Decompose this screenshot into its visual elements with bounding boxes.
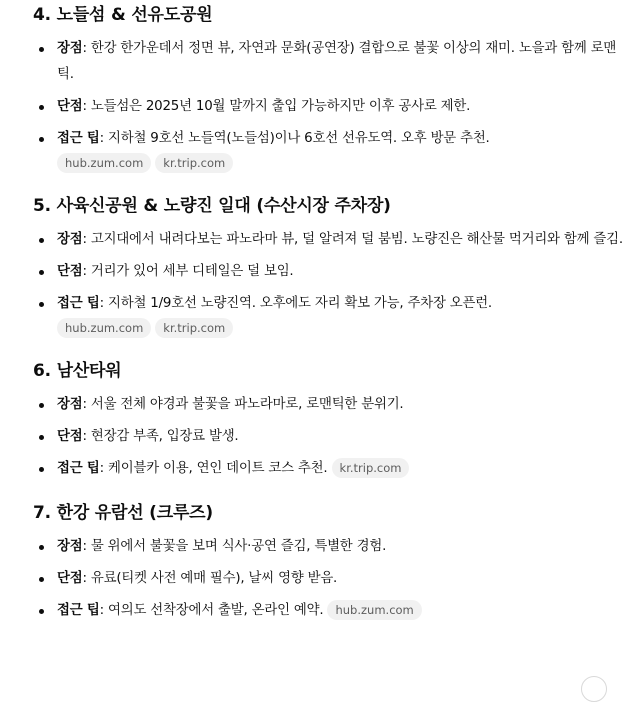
item-key: 단점 xyxy=(57,429,83,444)
list-item-cons xyxy=(33,424,623,450)
item-key: 단점 xyxy=(57,264,83,279)
section-title: 6. 남산타워 xyxy=(33,361,122,381)
source-chips xyxy=(57,318,623,340)
item-key: 접근 팁 xyxy=(57,131,100,146)
list-item-cons xyxy=(33,566,623,592)
item-text: : 한강 한가운데서 정면 뷰, 자연과 문화(공연장) 결합으로 불꽃 이상의 재미. 노을과 함께 로맨틱. xyxy=(57,41,617,82)
item-text: : 노들섬은 2025년 10월 말까지 출입 가능하지만 이후 공사로 제한. xyxy=(82,99,471,114)
item-text: : 현장감 부족, 입장료 발생. xyxy=(82,429,239,444)
chat-response-content xyxy=(33,0,623,630)
item-key: 장점 xyxy=(57,232,83,247)
bullet-icon xyxy=(39,47,44,52)
list-item-cons xyxy=(33,259,623,285)
bullet-icon xyxy=(39,270,44,275)
list-item-pros xyxy=(33,392,623,418)
item-list xyxy=(33,534,623,624)
bullet-icon xyxy=(39,609,44,614)
list-item-tips xyxy=(33,126,623,175)
source-chip[interactable]: kr.trip.com xyxy=(155,153,233,173)
item-text: : 서울 전체 야경과 불꽃을 파노라마로, 로맨틱한 분위기. xyxy=(82,397,404,412)
source-chip[interactable]: hub.zum.com xyxy=(57,318,151,338)
bullet-icon xyxy=(39,137,44,142)
item-key: 장점 xyxy=(57,41,83,56)
item-text: : 물 위에서 불꽃을 보며 식사·공연 즐김, 특별한 경험. xyxy=(82,539,387,554)
bullet-icon xyxy=(39,467,44,472)
scroll-down-button[interactable] xyxy=(581,676,607,702)
bullet-icon xyxy=(39,435,44,440)
item-key: 단점 xyxy=(57,571,83,586)
source-chips xyxy=(57,153,623,175)
item-key: 접근 팁 xyxy=(57,603,100,618)
item-text: : 여의도 선착장에서 출발, 온라인 예약. xyxy=(99,603,324,618)
source-chip[interactable]: kr.trip.com xyxy=(332,458,410,478)
section-title: 7. 한강 유람선 (크루즈) xyxy=(33,503,213,523)
bullet-icon xyxy=(39,105,44,110)
source-chip[interactable]: hub.zum.com xyxy=(57,153,151,173)
list-item-tips xyxy=(33,456,623,482)
item-list xyxy=(33,36,623,175)
item-key: 단점 xyxy=(57,99,83,114)
item-text: : 고지대에서 내려다보는 파노라마 뷰, 덜 알려져 덜 붐빔. 노량진은 해산물 먹거리와 함께 즐김. xyxy=(82,232,623,247)
item-text: : 케이블카 이용, 연인 데이트 코스 추천. xyxy=(99,461,328,476)
list-item-pros xyxy=(33,534,623,560)
item-key: 접근 팁 xyxy=(57,296,100,311)
list-item-pros xyxy=(33,36,623,88)
section-title: 4. 노들섬 & 선유도공원 xyxy=(33,5,213,25)
bullet-icon xyxy=(39,403,44,408)
item-text: : 거리가 있어 세부 디테일은 덜 보임. xyxy=(82,264,294,279)
bullet-icon xyxy=(39,545,44,550)
source-chip[interactable]: kr.trip.com xyxy=(155,318,233,338)
list-item-cons xyxy=(33,94,623,120)
list-item-pros xyxy=(33,227,623,253)
bullet-icon xyxy=(39,302,44,307)
item-text: : 유료(티켓 사전 예매 필수), 날씨 영향 받음. xyxy=(82,571,338,586)
item-list xyxy=(33,392,623,482)
item-text: : 지하철 9호선 노들역(노들섬)이나 6호선 선유도역. 오후 방문 추천. xyxy=(99,131,490,146)
item-key: 장점 xyxy=(57,397,83,412)
bullet-icon xyxy=(39,577,44,582)
item-list xyxy=(33,227,623,340)
list-item-tips xyxy=(33,598,623,624)
item-key: 장점 xyxy=(57,539,83,554)
source-chip[interactable]: hub.zum.com xyxy=(327,600,421,620)
item-key: 접근 팁 xyxy=(57,461,100,476)
item-text: : 지하철 1/9호선 노량진역. 오후에도 자리 확보 가능, 주차장 오픈런. xyxy=(99,296,492,311)
section-title: 5. 사육신공원 & 노량진 일대 (수산시장 주차장) xyxy=(33,196,391,216)
bullet-icon xyxy=(39,238,44,243)
list-item-tips xyxy=(33,291,623,340)
